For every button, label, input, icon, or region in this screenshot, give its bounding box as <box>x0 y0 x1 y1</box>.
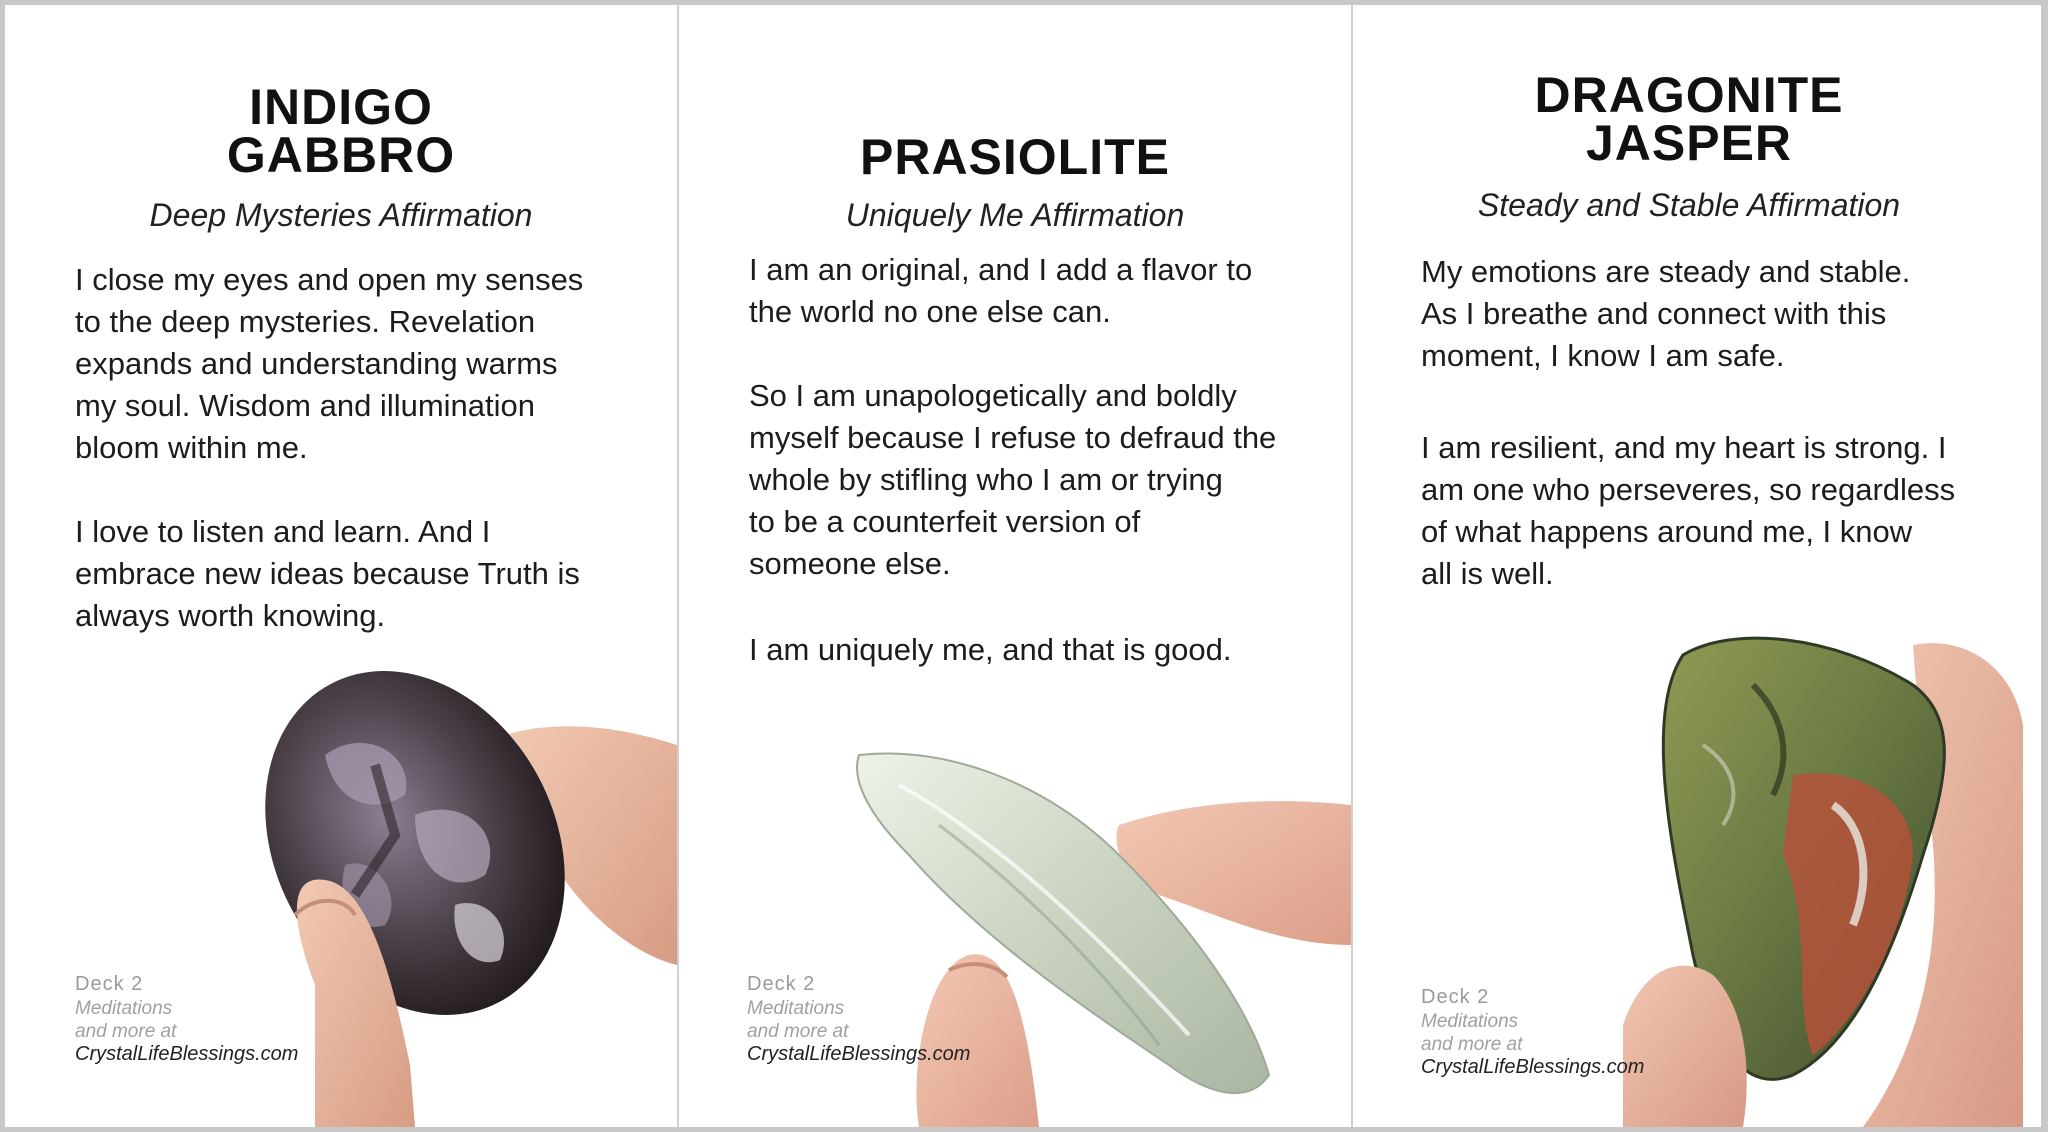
indigo-gabbro-stone-photo <box>255 665 677 1127</box>
card-title <box>1353 67 2025 171</box>
website-link[interactable]: CrystalLifeBlessings.com <box>747 1043 971 1065</box>
card-footer <box>75 973 298 1066</box>
deck-label: Deck 2 <box>747 973 816 995</box>
footer-more-at: and more at <box>747 1021 849 1042</box>
deck-label: Deck 2 <box>1421 986 1490 1008</box>
dragonite-jasper-stone-photo <box>1623 625 2023 1127</box>
footer-more-at: and more at <box>1421 1034 1523 1055</box>
affirmation-paragraph: I close my eyes and open my senses to the deep mysteries. Revelation expands and understanding warms my soul. Wisdom and illumination bloom within me. <box>75 262 584 465</box>
card-sheet <box>5 5 2041 1127</box>
website-link[interactable]: CrystalLifeBlessings.com <box>1421 1056 1645 1078</box>
website-link[interactable]: CrystalLifeBlessings.com <box>75 1043 299 1065</box>
footer-meditations: Meditations <box>747 998 845 1019</box>
title-line-2: JASPER <box>1585 115 1793 171</box>
card-subtitle: Deep Mysteries Affirmation <box>149 197 533 233</box>
title-line-1: PRASIOLITE <box>859 129 1171 185</box>
card-subtitle: Uniquely Me Affirmation <box>845 197 1185 233</box>
affirmation-paragraph: My emotions are steady and stable. As I breathe and connect with this moment, I know I am safe. <box>1421 254 1911 373</box>
affirmation-paragraph: I love to listen and learn. And I embrace new ideas because Truth is always worth knowing. <box>75 514 580 633</box>
footer-meditations: Meditations <box>1421 1011 1519 1032</box>
prasiolite-crystal-photo <box>829 745 1351 1127</box>
card-subtitle: Steady and Stable Affirmation <box>1477 187 1901 223</box>
card-title <box>679 129 1351 185</box>
title-line-1: INDIGO <box>249 79 433 135</box>
card-title <box>5 79 677 183</box>
deck-label: Deck 2 <box>75 973 144 995</box>
title-line-2: GABBRO <box>226 127 456 183</box>
affirmation-paragraph: I am uniquely me, and that is good. <box>749 632 1232 667</box>
card-indigo-gabbro <box>5 5 677 1127</box>
affirmation-paragraph: I am an original, and I add a flavor to the world no one else can. <box>749 252 1253 329</box>
card-footer <box>747 973 970 1066</box>
card-footer <box>1421 986 1644 1079</box>
card-dragonite-jasper <box>1351 5 2025 1127</box>
card-prasiolite <box>677 5 1351 1127</box>
title-line-1: DRAGONITE <box>1534 67 1844 123</box>
footer-more-at: and more at <box>75 1021 177 1042</box>
footer-meditations: Meditations <box>75 998 173 1019</box>
affirmation-paragraph: So I am unapologetically and boldly myself because I refuse to defraud the whole by stifling who I am or trying to be a counterfeit version of someone else. <box>749 378 1277 581</box>
affirmation-paragraph: I am resilient, and my heart is strong. I am one who perseveres, so regardless of what happens around me, I know all is well. <box>1421 430 1956 591</box>
